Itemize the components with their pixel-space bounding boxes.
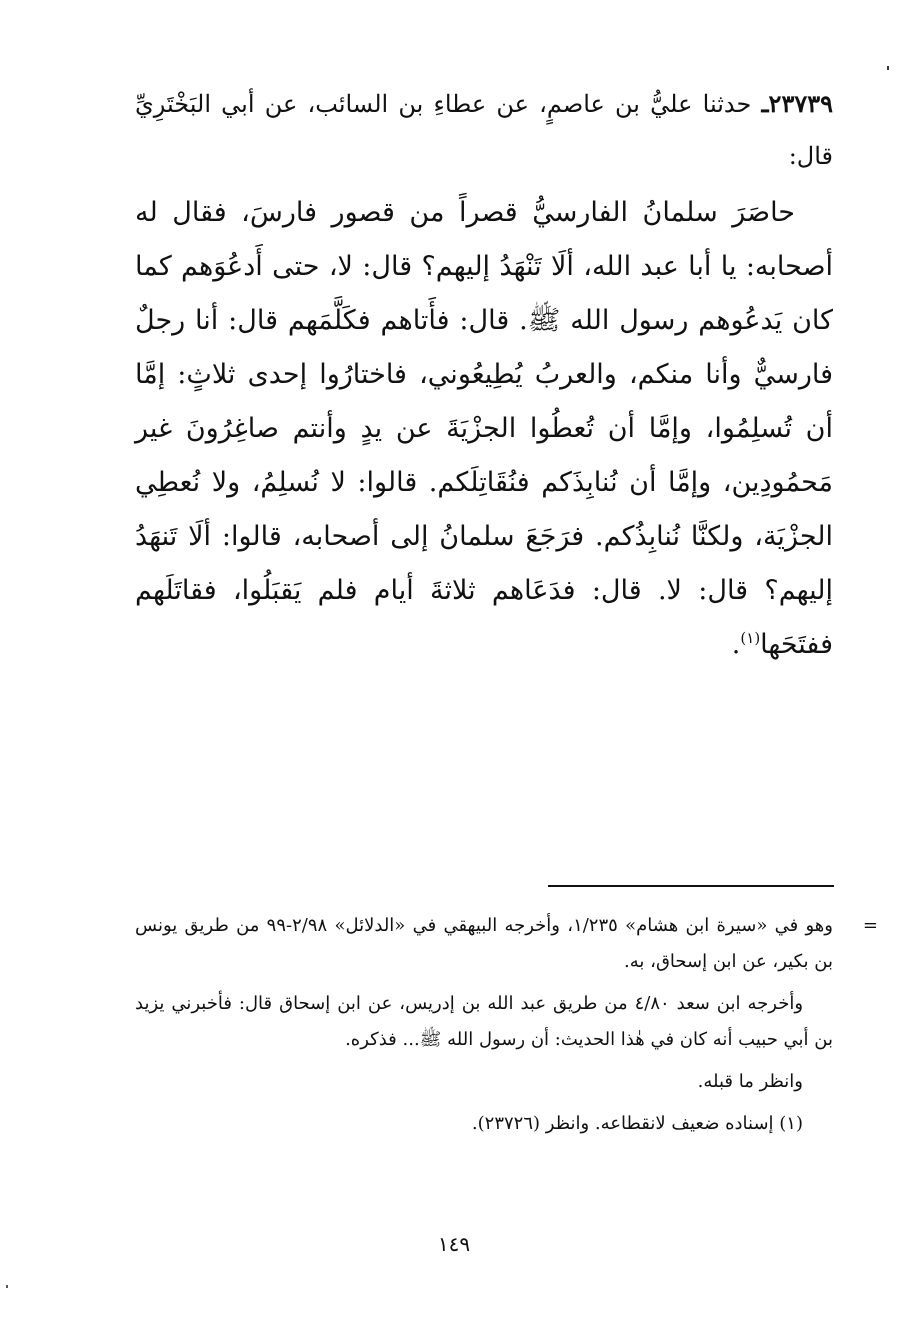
hadith-chain-text: حدثنا عليُّ بن عاصمٍ، عن عطاءِ بن السائب، عن أبي البَخْتَرِيِّ قال: [135, 90, 833, 170]
footnote-paragraph: وانظر ما قبله. [697, 1071, 803, 1092]
footnote-separator [548, 885, 834, 887]
footnotes-section [135, 908, 878, 1148]
footnote-paragraph: وأخرجه ابن سعد ٤/٨٠ من طريق عبد الله بن إدريس، عن ابن إسحاق قال: فأخبرني يزيد بن أبي حبيب أنه كان في هٰذا الحديث: أن رسول الله ﷺ... فذكره. [135, 993, 833, 1050]
scan-speck [887, 66, 889, 70]
page-number: ١٤٩ [437, 1232, 471, 1256]
hadith-body-end: . [731, 629, 741, 660]
footnote-paragraph: (١) إسناده ضعيف لانقطاعه. وانظر (٢٣٧٢٦). [471, 1113, 803, 1134]
hadith-body [135, 186, 833, 672]
footnote-paragraph: وهو في «سيرة ابن هشام» ١/٢٣٥، وأخرجه البيهقي في «الدلائل» ٢/٩٨-٩٩ من طريق يونس بن بكير، عن ابن إسحاق، به. [135, 915, 833, 972]
hadith-body-text: حاصَرَ سلمانُ الفارسيُّ قصراً من قصور فارسَ، فقال له أصحابه: يا أبا عبد الله، ألَا تَنْهَدُ إليهم؟ قال: لا، حتى أَدعُوَهم كما كان يَدعُوهم رسول الله ﷺ. قال: فأَتاهم فكَلَّمَهم قال: أنا رجلٌ فارسيٌّ وأنا منكم، والعربُ يُطِيعُوني، فاختارُوا إحدى ثلاثٍ: إمَّا أن تُسلِمُوا، وإمَّا أن تُعطُوا الجزْيَةَ عن يدٍ وأنتم صاغِرُونَ غير مَحمُودِين، وإمَّا أن نُنابِذَكم فنُقَاتِلَكم. قالوا: لا نُسلِمُ، ولا نُعطِي الجزْيَة، ولكنَّا نُنابِذُكم. فرَجَعَ سلمانُ إلى أصحابه، قالوا: ألَا تَنهَدُ إليهم؟ قال: لا. قال: فدَعَاهم ثلاثةَ أيام فلم يَقبَلُوا، فقاتَلَهم ففتَحَها [135, 197, 833, 660]
footnote-reference: (١) [740, 629, 761, 647]
hadith-chain-heading [135, 78, 833, 182]
scan-speck [6, 1285, 8, 1288]
hadith-number: ٢٣٧٣٩ـ [761, 89, 833, 118]
footnote-continuation-mark: = [862, 915, 878, 936]
